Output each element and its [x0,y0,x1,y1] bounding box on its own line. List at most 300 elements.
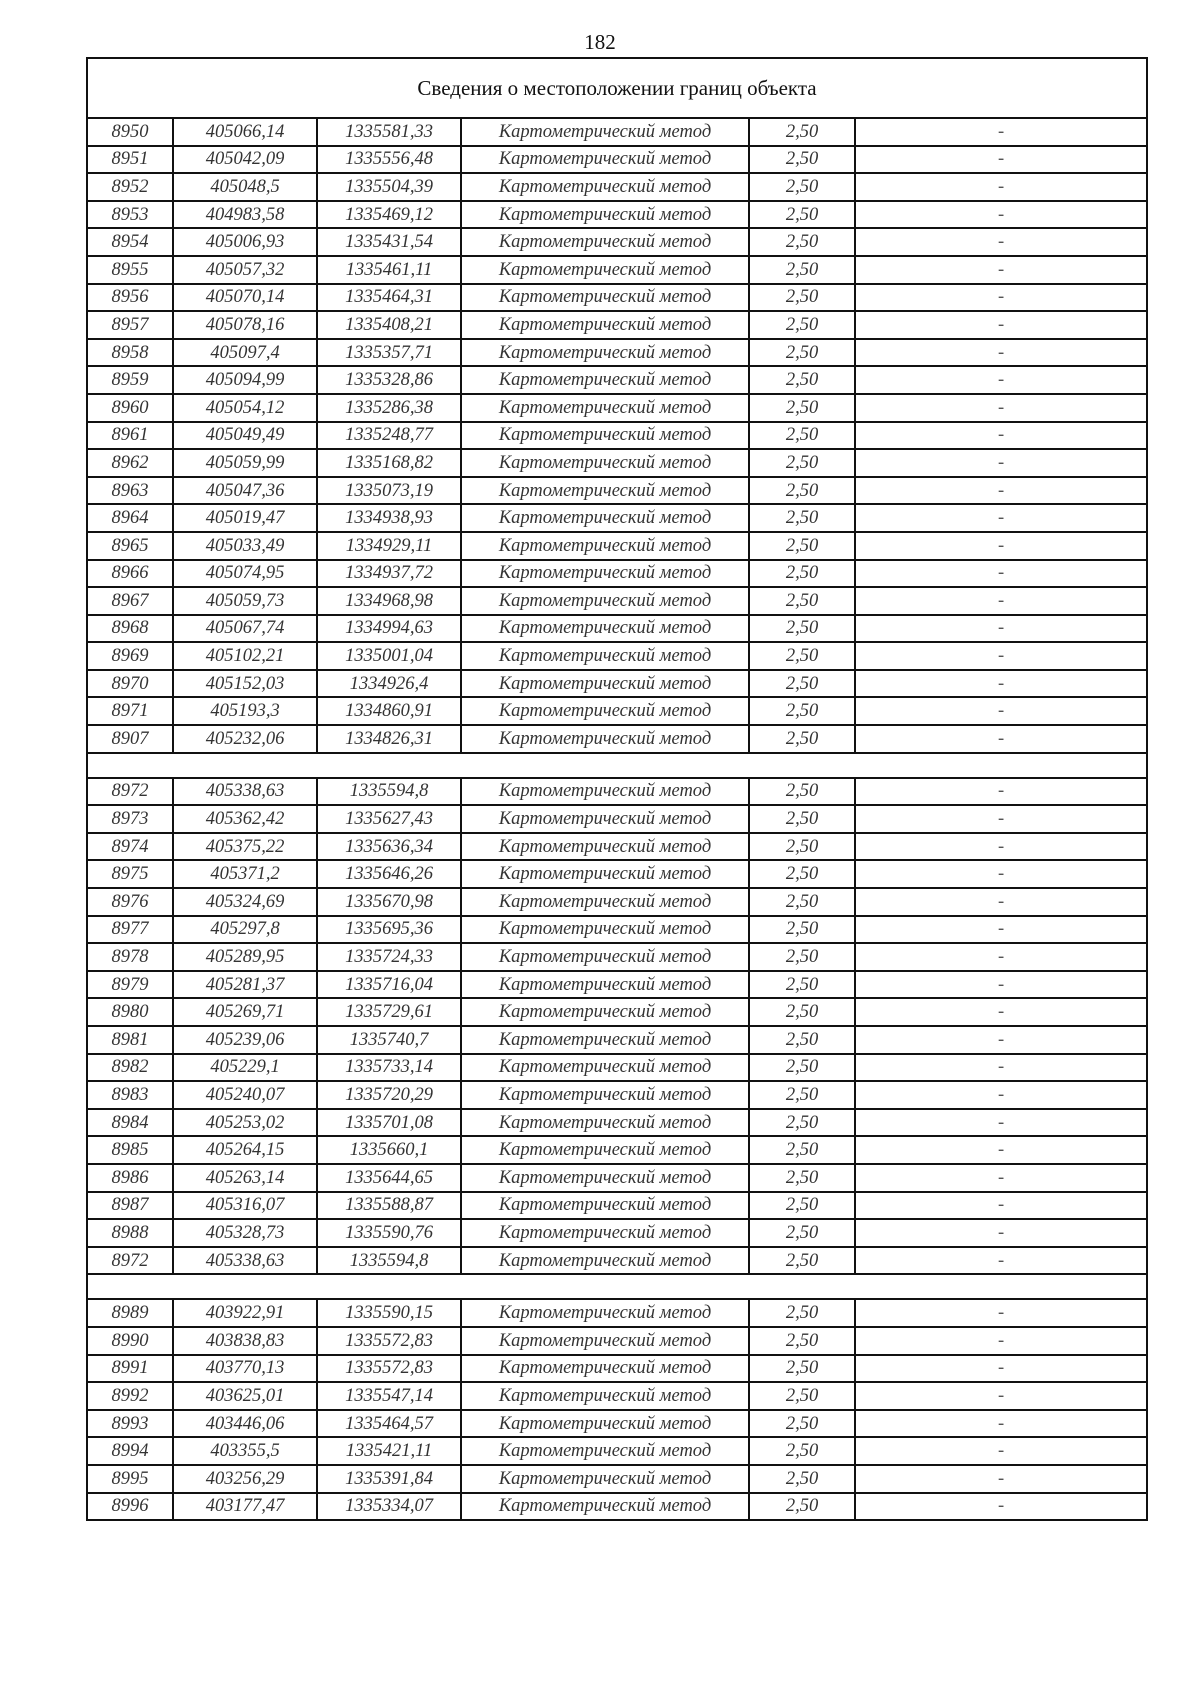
point-number-cell: 8987 [87,1192,173,1220]
method-cell: Картометрический метод [461,833,749,861]
point-number-cell: 8959 [87,366,173,394]
description-cell: - [855,587,1147,615]
x-coordinate-cell: 405033,49 [173,532,317,560]
accuracy-cell: 2,50 [749,256,855,284]
accuracy-cell: 2,50 [749,670,855,698]
table-row [87,888,1147,916]
description-cell: - [855,888,1147,916]
description-cell: - [855,256,1147,284]
description-cell: - [855,725,1147,753]
point-number-cell: 8958 [87,339,173,367]
y-coordinate-cell: 1335461,11 [317,256,461,284]
accuracy-cell: 2,50 [749,366,855,394]
x-coordinate-cell: 405019,47 [173,504,317,532]
method-cell: Картометрический метод [461,1382,749,1410]
table-row [87,860,1147,888]
description-cell: - [855,311,1147,339]
method-cell: Картометрический метод [461,1437,749,1465]
point-number-cell: 8950 [87,118,173,146]
description-cell: - [855,1299,1147,1327]
accuracy-cell: 2,50 [749,311,855,339]
y-coordinate-cell: 1335627,43 [317,805,461,833]
table-title: Сведения о местоположении границ объекта [87,58,1147,118]
accuracy-cell: 2,50 [749,394,855,422]
y-coordinate-cell: 1335421,11 [317,1437,461,1465]
description-cell: - [855,449,1147,477]
x-coordinate-cell: 405281,37 [173,971,317,999]
method-cell: Картометрический метод [461,615,749,643]
point-number-cell: 8981 [87,1026,173,1054]
x-coordinate-cell: 405067,74 [173,615,317,643]
accuracy-cell: 2,50 [749,1219,855,1247]
point-number-cell: 8969 [87,642,173,670]
x-coordinate-cell: 405375,22 [173,833,317,861]
point-number-cell: 8967 [87,587,173,615]
x-coordinate-cell: 405297,8 [173,916,317,944]
x-coordinate-cell: 405193,3 [173,697,317,725]
table-row [87,971,1147,999]
description-cell: - [855,1054,1147,1082]
description-cell: - [855,1493,1147,1521]
table-row [87,615,1147,643]
method-cell: Картометрический метод [461,697,749,725]
y-coordinate-cell: 1334826,31 [317,725,461,753]
accuracy-cell: 2,50 [749,449,855,477]
table-row [87,256,1147,284]
accuracy-cell: 2,50 [749,284,855,312]
table-row [87,587,1147,615]
y-coordinate-cell: 1335733,14 [317,1054,461,1082]
accuracy-cell: 2,50 [749,642,855,670]
table-row [87,422,1147,450]
table-row [87,1109,1147,1137]
x-coordinate-cell: 405094,99 [173,366,317,394]
x-coordinate-cell: 403922,91 [173,1299,317,1327]
y-coordinate-cell: 1335334,07 [317,1493,461,1521]
x-coordinate-cell: 405152,03 [173,670,317,698]
table-title-row [87,58,1147,118]
description-cell: - [855,642,1147,670]
table-row [87,1192,1147,1220]
x-coordinate-cell: 405371,2 [173,860,317,888]
method-cell: Картометрический метод [461,1192,749,1220]
x-coordinate-cell: 405048,5 [173,173,317,201]
table-row [87,697,1147,725]
description-cell: - [855,1192,1147,1220]
method-cell: Картометрический метод [461,504,749,532]
x-coordinate-cell: 405229,1 [173,1054,317,1082]
description-cell: - [855,1247,1147,1275]
accuracy-cell: 2,50 [749,805,855,833]
method-cell: Картометрический метод [461,998,749,1026]
method-cell: Картометрический метод [461,860,749,888]
method-cell: Картометрический метод [461,1299,749,1327]
y-coordinate-cell: 1335357,71 [317,339,461,367]
table-row [87,201,1147,229]
point-number-cell: 8991 [87,1355,173,1383]
y-coordinate-cell: 1334938,93 [317,504,461,532]
accuracy-cell: 2,50 [749,1247,855,1275]
method-cell: Картометрический метод [461,1410,749,1438]
point-number-cell: 8951 [87,146,173,174]
y-coordinate-cell: 1334929,11 [317,532,461,560]
group-separator-row [87,1274,1147,1299]
method-cell: Картометрический метод [461,1327,749,1355]
method-cell: Картометрический метод [461,916,749,944]
x-coordinate-cell: 405070,14 [173,284,317,312]
description-cell: - [855,201,1147,229]
accuracy-cell: 2,50 [749,532,855,560]
table-row [87,1382,1147,1410]
y-coordinate-cell: 1334994,63 [317,615,461,643]
table-row [87,998,1147,1026]
accuracy-cell: 2,50 [749,1493,855,1521]
table-row [87,805,1147,833]
x-coordinate-cell: 404983,58 [173,201,317,229]
x-coordinate-cell: 403770,13 [173,1355,317,1383]
point-number-cell: 8964 [87,504,173,532]
accuracy-cell: 2,50 [749,860,855,888]
boundary-coordinates-table [86,57,1148,1521]
x-coordinate-cell: 405269,71 [173,998,317,1026]
accuracy-cell: 2,50 [749,146,855,174]
accuracy-cell: 2,50 [749,118,855,146]
description-cell: - [855,118,1147,146]
method-cell: Картометрический метод [461,1493,749,1521]
description-cell: - [855,366,1147,394]
method-cell: Картометрический метод [461,284,749,312]
point-number-cell: 8989 [87,1299,173,1327]
table-row [87,1410,1147,1438]
x-coordinate-cell: 403446,06 [173,1410,317,1438]
x-coordinate-cell: 405338,63 [173,1247,317,1275]
method-cell: Картометрический метод [461,1109,749,1137]
y-coordinate-cell: 1335556,48 [317,146,461,174]
accuracy-cell: 2,50 [749,725,855,753]
accuracy-cell: 2,50 [749,1382,855,1410]
description-cell: - [855,477,1147,505]
method-cell: Картометрический метод [461,725,749,753]
accuracy-cell: 2,50 [749,1164,855,1192]
accuracy-cell: 2,50 [749,615,855,643]
method-cell: Картометрический метод [461,1081,749,1109]
y-coordinate-cell: 1335724,33 [317,943,461,971]
method-cell: Картометрический метод [461,228,749,256]
boundary-table-container [86,57,1146,1521]
accuracy-cell: 2,50 [749,1109,855,1137]
point-number-cell: 8982 [87,1054,173,1082]
description-cell: - [855,971,1147,999]
description-cell: - [855,916,1147,944]
accuracy-cell: 2,50 [749,587,855,615]
y-coordinate-cell: 1335590,76 [317,1219,461,1247]
y-coordinate-cell: 1335431,54 [317,228,461,256]
y-coordinate-cell: 1335464,57 [317,1410,461,1438]
method-cell: Картометрический метод [461,118,749,146]
table-row [87,1493,1147,1521]
accuracy-cell: 2,50 [749,1026,855,1054]
point-number-cell: 8972 [87,1247,173,1275]
table-row [87,477,1147,505]
description-cell: - [855,1465,1147,1493]
y-coordinate-cell: 1334968,98 [317,587,461,615]
y-coordinate-cell: 1335248,77 [317,422,461,450]
point-number-cell: 8954 [87,228,173,256]
description-cell: - [855,615,1147,643]
description-cell: - [855,998,1147,1026]
description-cell: - [855,805,1147,833]
method-cell: Картометрический метод [461,339,749,367]
y-coordinate-cell: 1335547,14 [317,1382,461,1410]
y-coordinate-cell: 1335588,87 [317,1192,461,1220]
description-cell: - [855,284,1147,312]
y-coordinate-cell: 1335701,08 [317,1109,461,1137]
x-coordinate-cell: 405362,42 [173,805,317,833]
x-coordinate-cell: 403355,5 [173,1437,317,1465]
y-coordinate-cell: 1335504,39 [317,173,461,201]
x-coordinate-cell: 405078,16 [173,311,317,339]
point-number-cell: 8955 [87,256,173,284]
x-coordinate-cell: 405240,07 [173,1081,317,1109]
accuracy-cell: 2,50 [749,1136,855,1164]
method-cell: Картометрический метод [461,971,749,999]
point-number-cell: 8995 [87,1465,173,1493]
y-coordinate-cell: 1335581,33 [317,118,461,146]
description-cell: - [855,1327,1147,1355]
x-coordinate-cell: 405097,4 [173,339,317,367]
description-cell: - [855,146,1147,174]
y-coordinate-cell: 1335695,36 [317,916,461,944]
point-number-cell: 8985 [87,1136,173,1164]
point-number-cell: 8996 [87,1493,173,1521]
x-coordinate-cell: 405239,06 [173,1026,317,1054]
accuracy-cell: 2,50 [749,916,855,944]
point-number-cell: 8988 [87,1219,173,1247]
x-coordinate-cell: 405066,14 [173,118,317,146]
method-cell: Картометрический метод [461,1355,749,1383]
method-cell: Картометрический метод [461,532,749,560]
x-coordinate-cell: 405057,32 [173,256,317,284]
accuracy-cell: 2,50 [749,1299,855,1327]
x-coordinate-cell: 405074,95 [173,560,317,588]
description-cell: - [855,504,1147,532]
y-coordinate-cell: 1335720,29 [317,1081,461,1109]
table-row [87,1327,1147,1355]
accuracy-cell: 2,50 [749,560,855,588]
table-row [87,1164,1147,1192]
y-coordinate-cell: 1335469,12 [317,201,461,229]
table-row [87,1355,1147,1383]
point-number-cell: 8983 [87,1081,173,1109]
x-coordinate-cell: 403838,83 [173,1327,317,1355]
method-cell: Картометрический метод [461,943,749,971]
point-number-cell: 8961 [87,422,173,450]
table-row [87,1136,1147,1164]
table-row [87,778,1147,806]
x-coordinate-cell: 405059,99 [173,449,317,477]
description-cell: - [855,1164,1147,1192]
y-coordinate-cell: 1335391,84 [317,1465,461,1493]
point-number-cell: 8962 [87,449,173,477]
description-cell: - [855,1382,1147,1410]
method-cell: Картометрический метод [461,670,749,698]
point-number-cell: 8971 [87,697,173,725]
x-coordinate-cell: 405289,95 [173,943,317,971]
point-number-cell: 8972 [87,778,173,806]
point-number-cell: 8976 [87,888,173,916]
accuracy-cell: 2,50 [749,998,855,1026]
group-separator-cell [87,1274,1147,1299]
table-row [87,173,1147,201]
method-cell: Картометрический метод [461,642,749,670]
description-cell: - [855,860,1147,888]
point-number-cell: 8978 [87,943,173,971]
method-cell: Картометрический метод [461,560,749,588]
method-cell: Картометрический метод [461,201,749,229]
point-number-cell: 8952 [87,173,173,201]
point-number-cell: 8970 [87,670,173,698]
group-separator-cell [87,753,1147,778]
accuracy-cell: 2,50 [749,943,855,971]
table-row [87,670,1147,698]
method-cell: Картометрический метод [461,1054,749,1082]
x-coordinate-cell: 405047,36 [173,477,317,505]
y-coordinate-cell: 1335073,19 [317,477,461,505]
x-coordinate-cell: 405264,15 [173,1136,317,1164]
y-coordinate-cell: 1335572,83 [317,1355,461,1383]
point-number-cell: 8974 [87,833,173,861]
table-row [87,228,1147,256]
accuracy-cell: 2,50 [749,477,855,505]
table-row [87,1299,1147,1327]
y-coordinate-cell: 1335670,98 [317,888,461,916]
method-cell: Картометрический метод [461,422,749,450]
table-row [87,284,1147,312]
accuracy-cell: 2,50 [749,1437,855,1465]
description-cell: - [855,532,1147,560]
description-cell: - [855,1437,1147,1465]
x-coordinate-cell: 405042,09 [173,146,317,174]
accuracy-cell: 2,50 [749,888,855,916]
point-number-cell: 8993 [87,1410,173,1438]
x-coordinate-cell: 405338,63 [173,778,317,806]
description-cell: - [855,1410,1147,1438]
table-row [87,833,1147,861]
table-row [87,725,1147,753]
point-number-cell: 8977 [87,916,173,944]
y-coordinate-cell: 1335572,83 [317,1327,461,1355]
point-number-cell: 8986 [87,1164,173,1192]
description-cell: - [855,833,1147,861]
table-body [87,58,1147,1520]
x-coordinate-cell: 405324,69 [173,888,317,916]
accuracy-cell: 2,50 [749,1465,855,1493]
table-row [87,1465,1147,1493]
point-number-cell: 8992 [87,1382,173,1410]
x-coordinate-cell: 405263,14 [173,1164,317,1192]
point-number-cell: 8968 [87,615,173,643]
method-cell: Картометрический метод [461,778,749,806]
description-cell: - [855,1081,1147,1109]
description-cell: - [855,228,1147,256]
x-coordinate-cell: 405102,21 [173,642,317,670]
description-cell: - [855,1109,1147,1137]
y-coordinate-cell: 1334860,91 [317,697,461,725]
point-number-cell: 8957 [87,311,173,339]
accuracy-cell: 2,50 [749,228,855,256]
method-cell: Картометрический метод [461,1219,749,1247]
accuracy-cell: 2,50 [749,201,855,229]
table-row [87,1026,1147,1054]
y-coordinate-cell: 1335740,7 [317,1026,461,1054]
y-coordinate-cell: 1335168,82 [317,449,461,477]
table-row [87,1081,1147,1109]
method-cell: Картометрический метод [461,1465,749,1493]
method-cell: Картометрический метод [461,256,749,284]
method-cell: Картометрический метод [461,1164,749,1192]
x-coordinate-cell: 405328,73 [173,1219,317,1247]
method-cell: Картометрический метод [461,888,749,916]
y-coordinate-cell: 1335660,1 [317,1136,461,1164]
method-cell: Картометрический метод [461,311,749,339]
point-number-cell: 8975 [87,860,173,888]
y-coordinate-cell: 1334926,4 [317,670,461,698]
x-coordinate-cell: 405232,06 [173,725,317,753]
description-cell: - [855,943,1147,971]
point-number-cell: 8990 [87,1327,173,1355]
y-coordinate-cell: 1335286,38 [317,394,461,422]
table-row [87,943,1147,971]
point-number-cell: 8963 [87,477,173,505]
y-coordinate-cell: 1335729,61 [317,998,461,1026]
point-number-cell: 8984 [87,1109,173,1137]
x-coordinate-cell: 403256,29 [173,1465,317,1493]
description-cell: - [855,1219,1147,1247]
y-coordinate-cell: 1334937,72 [317,560,461,588]
y-coordinate-cell: 1335646,26 [317,860,461,888]
description-cell: - [855,173,1147,201]
page-number: 182 [584,30,616,54]
table-row [87,532,1147,560]
table-row [87,394,1147,422]
accuracy-cell: 2,50 [749,339,855,367]
table-row [87,504,1147,532]
description-cell: - [855,560,1147,588]
x-coordinate-cell: 405054,12 [173,394,317,422]
description-cell: - [855,1355,1147,1383]
method-cell: Картометрический метод [461,1247,749,1275]
accuracy-cell: 2,50 [749,778,855,806]
point-number-cell: 8966 [87,560,173,588]
description-cell: - [855,394,1147,422]
table-row [87,1054,1147,1082]
group-separator-row [87,753,1147,778]
table-row [87,1437,1147,1465]
point-number-cell: 8907 [87,725,173,753]
description-cell: - [855,778,1147,806]
table-row [87,560,1147,588]
method-cell: Картометрический метод [461,1026,749,1054]
x-coordinate-cell: 405253,02 [173,1109,317,1137]
point-number-cell: 8953 [87,201,173,229]
y-coordinate-cell: 1335716,04 [317,971,461,999]
point-number-cell: 8980 [87,998,173,1026]
accuracy-cell: 2,50 [749,1054,855,1082]
accuracy-cell: 2,50 [749,173,855,201]
y-coordinate-cell: 1335464,31 [317,284,461,312]
table-row [87,146,1147,174]
table-row [87,339,1147,367]
